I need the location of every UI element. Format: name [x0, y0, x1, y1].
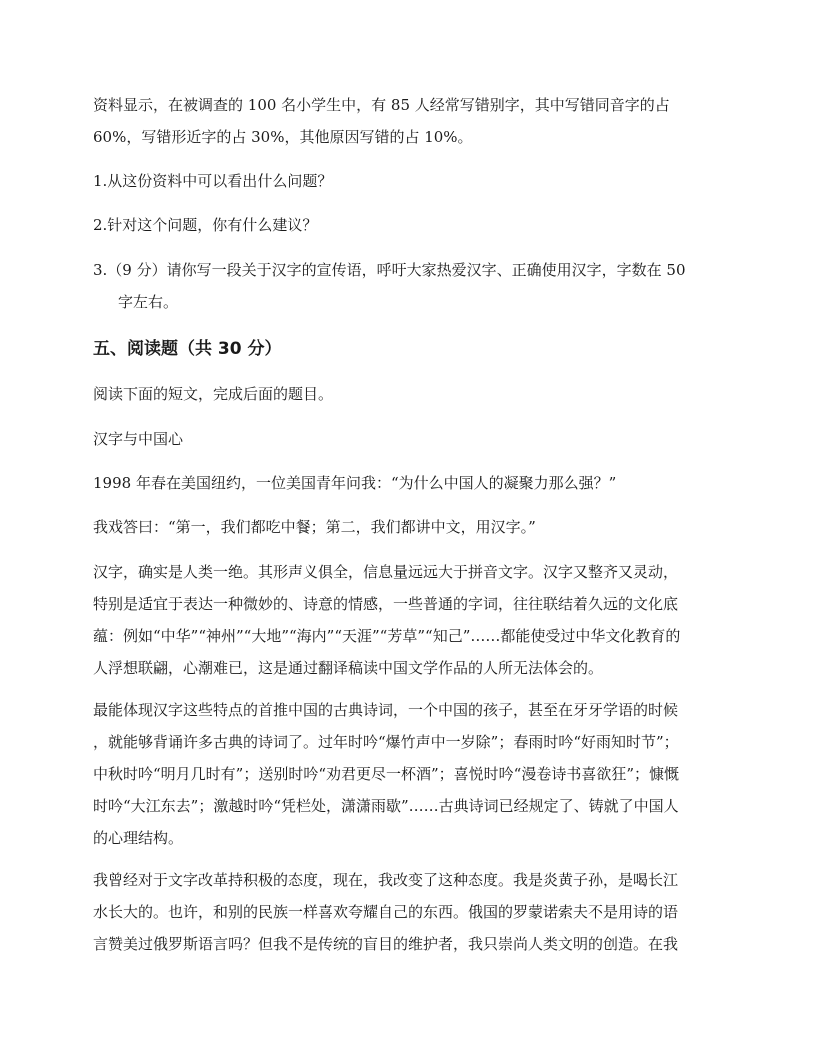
instruction-text: 阅读下面的短文，完成后面的题目。	[93, 385, 334, 403]
article-paragraph-4	[93, 694, 723, 854]
text-line: 我戏答曰：“第一，我们都吃中餐；第二，我们都讲中文，用汉字。”	[93, 518, 536, 536]
text-line: 水长大的。也许，和别的民族一样喜欢夸耀自己的东西。俄国的罗蒙诺索夫不是用诗的语	[93, 903, 679, 921]
text-line: 时吟“大江东去”；激越时吟“凭栏处，潇潇雨歇”……古典诗词已经规定了、铸就了中国人	[93, 797, 679, 815]
text-line: 60%，写错形近字的占 30%，其他原因写错的占 10%。	[93, 128, 473, 146]
question-1	[93, 165, 723, 197]
text-line: 人浮想联翩，心潮难已，这是通过翻译稿读中国文学作品的人所无法体会的。	[93, 659, 604, 677]
text-line: 最能体现汉字这些特点的首推中国的古典诗词，一个中国的孩子，甚至在牙牙学语的时候	[93, 701, 679, 719]
article-paragraph-1	[93, 467, 723, 499]
article-paragraph-3	[93, 556, 723, 684]
text-line: 言赞美过俄罗斯语言吗？但我不是传统的盲目的维护者，我只崇尚人类文明的创造。在我	[93, 935, 679, 953]
question-text: 字左右。	[118, 293, 179, 311]
text-line: 汉字，确实是人类一绝。其形声义俱全，信息量远远大于拼音文字。汉字又整齐又灵动，	[93, 563, 679, 581]
question-2	[93, 209, 723, 241]
question-text: 1.从这份资料中可以看出什么问题？	[93, 172, 333, 190]
reading-instruction	[93, 378, 723, 410]
text-line: 的心理结构。	[93, 829, 184, 847]
question-text: 2.针对这个问题，你有什么建议？	[93, 216, 318, 234]
article-title	[93, 423, 723, 455]
text-line: 资料显示，在被调查的 100 名小学生中，有 85 人经常写错别字，其中写错同音字的占	[93, 96, 670, 114]
section-heading: 五、阅读题（共 30 分）	[93, 339, 282, 359]
question-3	[93, 254, 723, 318]
text-line: ，就能够背诵许多古典的诗词了。过年时吟“爆竹声中一岁除”；春雨时吟“好雨知时节”；	[93, 733, 679, 751]
text-line: 蕴：例如“中华”“神州”“大地”“海内”“天涯”“芳草”“知己”……都能使受过中华文化教育的	[93, 627, 681, 645]
article-paragraph-5	[93, 864, 723, 960]
text-line: 中秋时吟“明月几时有”；送别时吟“劝君更尽一杯酒”；喜悦时吟“漫卷诗书喜欲狂”；慷慨	[93, 765, 680, 783]
text-line: 1998 年春在美国纽约，一位美国青年问我：“为什么中国人的凝聚力那么强？”	[93, 474, 617, 492]
article-paragraph-2	[93, 511, 723, 543]
data-paragraph	[93, 89, 723, 153]
article-title-text: 汉字与中国心	[93, 430, 184, 448]
question-text: 3.（9 分）请你写一段关于汉字的宣传语，呼吁大家热爱汉字、正确使用汉字，字数在 50	[93, 261, 686, 279]
text-line: 我曾经对于文字改革持积极的态度，现在，我改变了这种态度。我是炎黄子孙，是喝长江	[93, 871, 679, 889]
text-line: 特别是适宜于表达一种微妙的、诗意的情感，一些普通的字词，往往联结着久远的文化底	[93, 595, 679, 613]
